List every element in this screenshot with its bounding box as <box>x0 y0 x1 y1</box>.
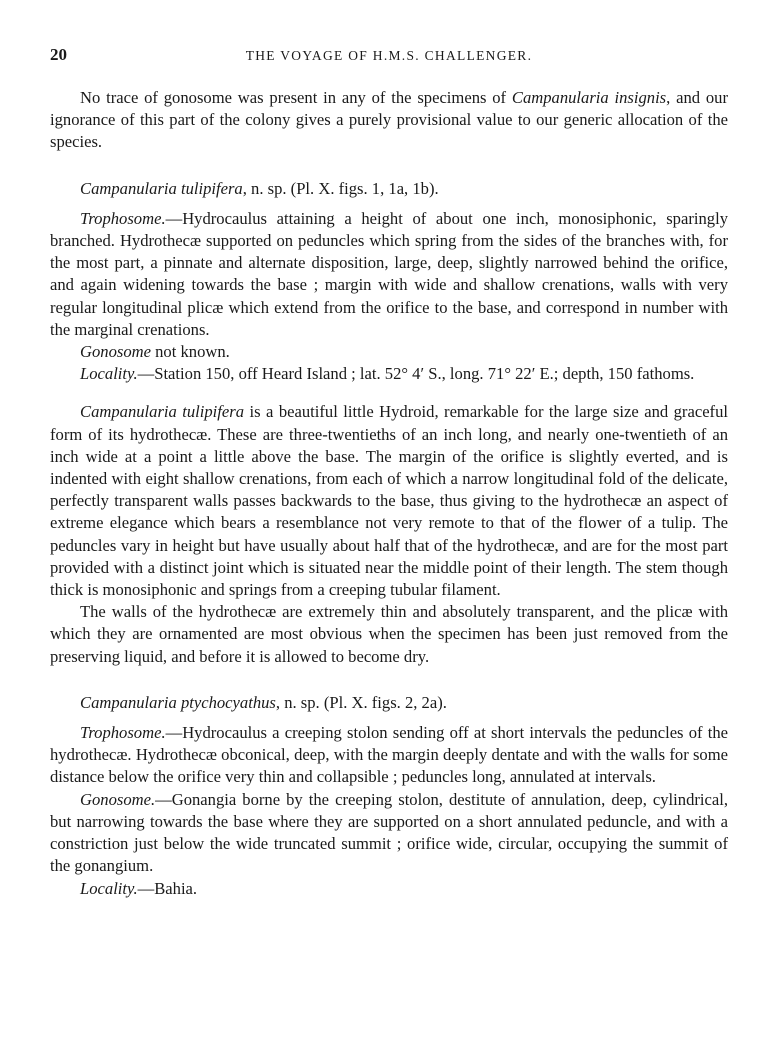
intro-text-a: No trace of gonosome was present in any of the specimens of <box>80 88 512 107</box>
species1-heading-name: Campanularia tulipifera <box>80 178 243 198</box>
species1-heading <box>50 178 728 200</box>
species2-locality-text: —Bahia. <box>137 878 198 898</box>
species2-heading-rest: , n. sp. (Pl. X. figs. 2, 2a). <box>275 692 447 712</box>
species1-description-name: Campanularia tulipifera <box>80 402 245 422</box>
intro-text-b: , and our ignorance of this part of the colony gives a purely provisional value to our generic allocation of the species. <box>50 88 729 152</box>
page-header <box>50 44 728 68</box>
species2-trophosome-label: Trophosome. <box>80 723 166 743</box>
species2-trophosome-text: —Hydrocaulus a creeping stolon sending off at short intervals the peduncles of the hydrothecæ. Hydrothecæ obconical, deep, with the margin deeply dentate and with the walls for some distance below the orifice very thin and collapsible ; peduncles long, annulated at intervals. <box>50 723 728 787</box>
species1-gonosome <box>50 341 728 363</box>
species1-description-2: The walls of the hydrothecæ are extremely thin and absolutely transparent, and the plicæ with which they are ornamented are most obvious when the specimen has been just removed from the preserving liquid, and before it is allowed to become dry. <box>50 602 728 666</box>
species2-locality <box>50 878 728 900</box>
species2-gonosome-label: Gonosome. <box>80 789 156 809</box>
species2-trophosome <box>50 722 728 789</box>
species1-gonosome-label: Gonosome <box>80 342 151 362</box>
page-number: 20 <box>50 45 67 64</box>
species1-locality <box>50 363 728 385</box>
species1-description <box>50 401 728 601</box>
intro-paragraph <box>50 87 728 154</box>
species1-locality-text: —Station 150, off Heard Island ; lat. 52° 4′ S., long. 71° 22′ E.; depth, 150 fathoms. <box>137 364 695 384</box>
species1-locality-label: Locality. <box>80 364 138 384</box>
species2-heading-name: Campanularia ptychocyathus <box>80 692 276 712</box>
running-title: THE VOYAGE OF H.M.S. CHALLENGER. <box>245 48 533 63</box>
document-page <box>50 44 728 900</box>
intro-species-ref: Campanularia insignis <box>511 88 667 107</box>
species1-trophosome-text: —Hydrocaulus attaining a height of about one inch, monosiphonic, sparingly branched. Hydrothecæ supported on peduncles which spring from the sides of the branches with, for the most part, a pinnate and alternate disposition, large, deep, slightly narrowed behind the orifice, and again widening towards the base ; margin with wide and shallow crenations, walls with very regular longitudinal plicæ which extend from the orifice to the base, and correspond in number with the marginal crenations. <box>50 208 728 339</box>
species1-trophosome <box>50 208 728 341</box>
species2-gonosome <box>50 789 728 878</box>
species1-trophosome-label: Trophosome. <box>80 208 166 228</box>
species2-heading <box>50 692 728 714</box>
species2-gonosome-text: —Gonangia borne by the creeping stolon, destitute of annulation, deep, cylindrical, but narrowing towards the base where they are supported on a short annulated peduncle, and with a constriction just below the wide truncated summit ; orifice wide, circular, occupying the summit of the gonangium. <box>50 789 728 876</box>
species1-gonosome-text: not known. <box>150 342 230 362</box>
species1-description-text: is a beautiful little Hydroid, remarkable for the large size and graceful form of its hydrothecæ. These are three-twentieths of an inch long, and nearly one-twentieth of an inch wide at a point a little above the base. The margin of the orifice is slightly everted, and is indented with eight shallow crenations, from each of which a narrow longitudinal fold of the delicate, perfectly transparent walls passes backwards to the base, thus giving to the hydrothecæ an aspect of extreme elegance which bears a resemblance not very remote to that of the flower of a tulip. The peduncles vary in height but have usually about half that of the hydrothecæ, and are for the most part provided with a distinct joint which is situated near the middle point of their length. The stem though thick is monosiphonic and springs from a creeping tubular filament. <box>50 402 728 600</box>
species1-heading-rest: , n. sp. (Pl. X. figs. 1, 1a, 1b). <box>242 178 439 198</box>
species2-locality-label: Locality. <box>80 878 138 898</box>
